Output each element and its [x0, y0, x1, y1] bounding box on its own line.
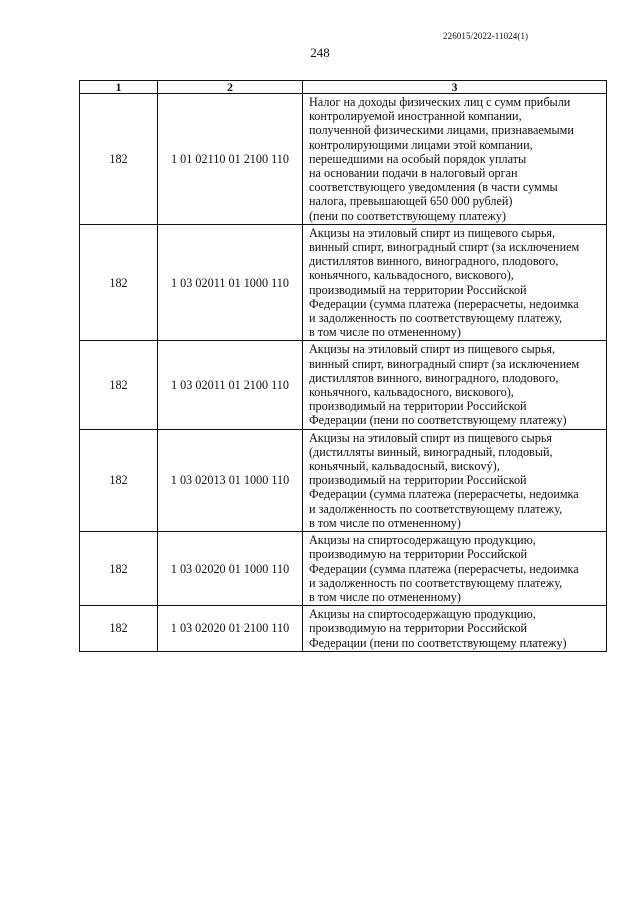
- budget-classification-code: 1 03 02013 01 1000 110: [158, 429, 303, 531]
- administrator-code: 182: [80, 606, 158, 652]
- revenue-name: Акцизы на этиловый спирт из пищевого сырья, винный спирт, виноградный спирт (за исключением дистиллятов винного, виноградного, плодового, коньячного, кальвадосного, вискового), производимый на территории Российской Федерации (сумма платежа (перерасчеты, недоимка и задолженность по соответствующему платежу, в том числе по отмененному): [303, 224, 607, 341]
- revenue-name: Налог на доходы физических лиц с сумм прибыли контролируемой иностранной компании, полученной физическими лицами, признаваемыми контролирующими лицами этой компании, перешедшими на особый порядок уплаты на основании подачи в налоговый орган соответствующего уведомления (в части суммы налога, превышающей 650 000 рублей) (пени по соответствующему платежу): [303, 94, 607, 225]
- budget-codes-table: [79, 80, 607, 652]
- revenue-name: Акцизы на спиртосодержащую продукцию, производимую на территории Российской Федерации (пени по соответствующему платежу): [303, 606, 607, 652]
- budget-classification-code: 1 03 02020 01 1000 110: [158, 532, 303, 606]
- revenue-name: Акцизы на спиртосодержащую продукцию, производимую на территории Российской Федерации (сумма платежа (перерасчеты, недоимка и задолженность по соответствующему платежу, в том числе по отмененному): [303, 532, 607, 606]
- table-row: [80, 224, 607, 341]
- column-header-3: 3: [303, 81, 607, 94]
- document-registration-number: 226015/2022-11024(1): [443, 31, 529, 41]
- administrator-code: 182: [80, 429, 158, 531]
- budget-classification-code: 1 03 02011 01 1000 110: [158, 224, 303, 341]
- table-row: [80, 429, 607, 531]
- table-header-row: [80, 81, 607, 94]
- administrator-code: 182: [80, 532, 158, 606]
- budget-classification-code: 1 03 02011 01 2100 110: [158, 341, 303, 429]
- table-row: [80, 341, 607, 429]
- administrator-code: 182: [80, 341, 158, 429]
- column-header-2: 2: [158, 81, 303, 94]
- revenue-name: Акцизы на этиловый спирт из пищевого сырья (дистилляты винный, виноградный, плодовый, коньячный, кальвадосный, вискový), производимый на территории Российской Федерации (сумма платежа (перерасчеты, недоимка и задолженность по соответствующему платежу, в том числе по отмененному): [303, 429, 607, 531]
- administrator-code: 182: [80, 94, 158, 225]
- column-header-1: 1: [80, 81, 158, 94]
- budget-classification-code: 1 01 02110 01 2100 110: [158, 94, 303, 225]
- budget-classification-code: 1 03 02020 01 2100 110: [158, 606, 303, 652]
- page-number: 248: [310, 45, 330, 60]
- table-row: [80, 532, 607, 606]
- table-row: [80, 606, 607, 652]
- table-row: [80, 94, 607, 225]
- administrator-code: 182: [80, 224, 158, 341]
- revenue-name: Акцизы на этиловый спирт из пищевого сырья, винный спирт, виноградный спирт (за исключением дистиллятов винного, виноградного, плодового, коньячного, кальвадосного, вискового), производимый на территории Российской Федерации (пени по соответствующему платежу): [303, 341, 607, 429]
